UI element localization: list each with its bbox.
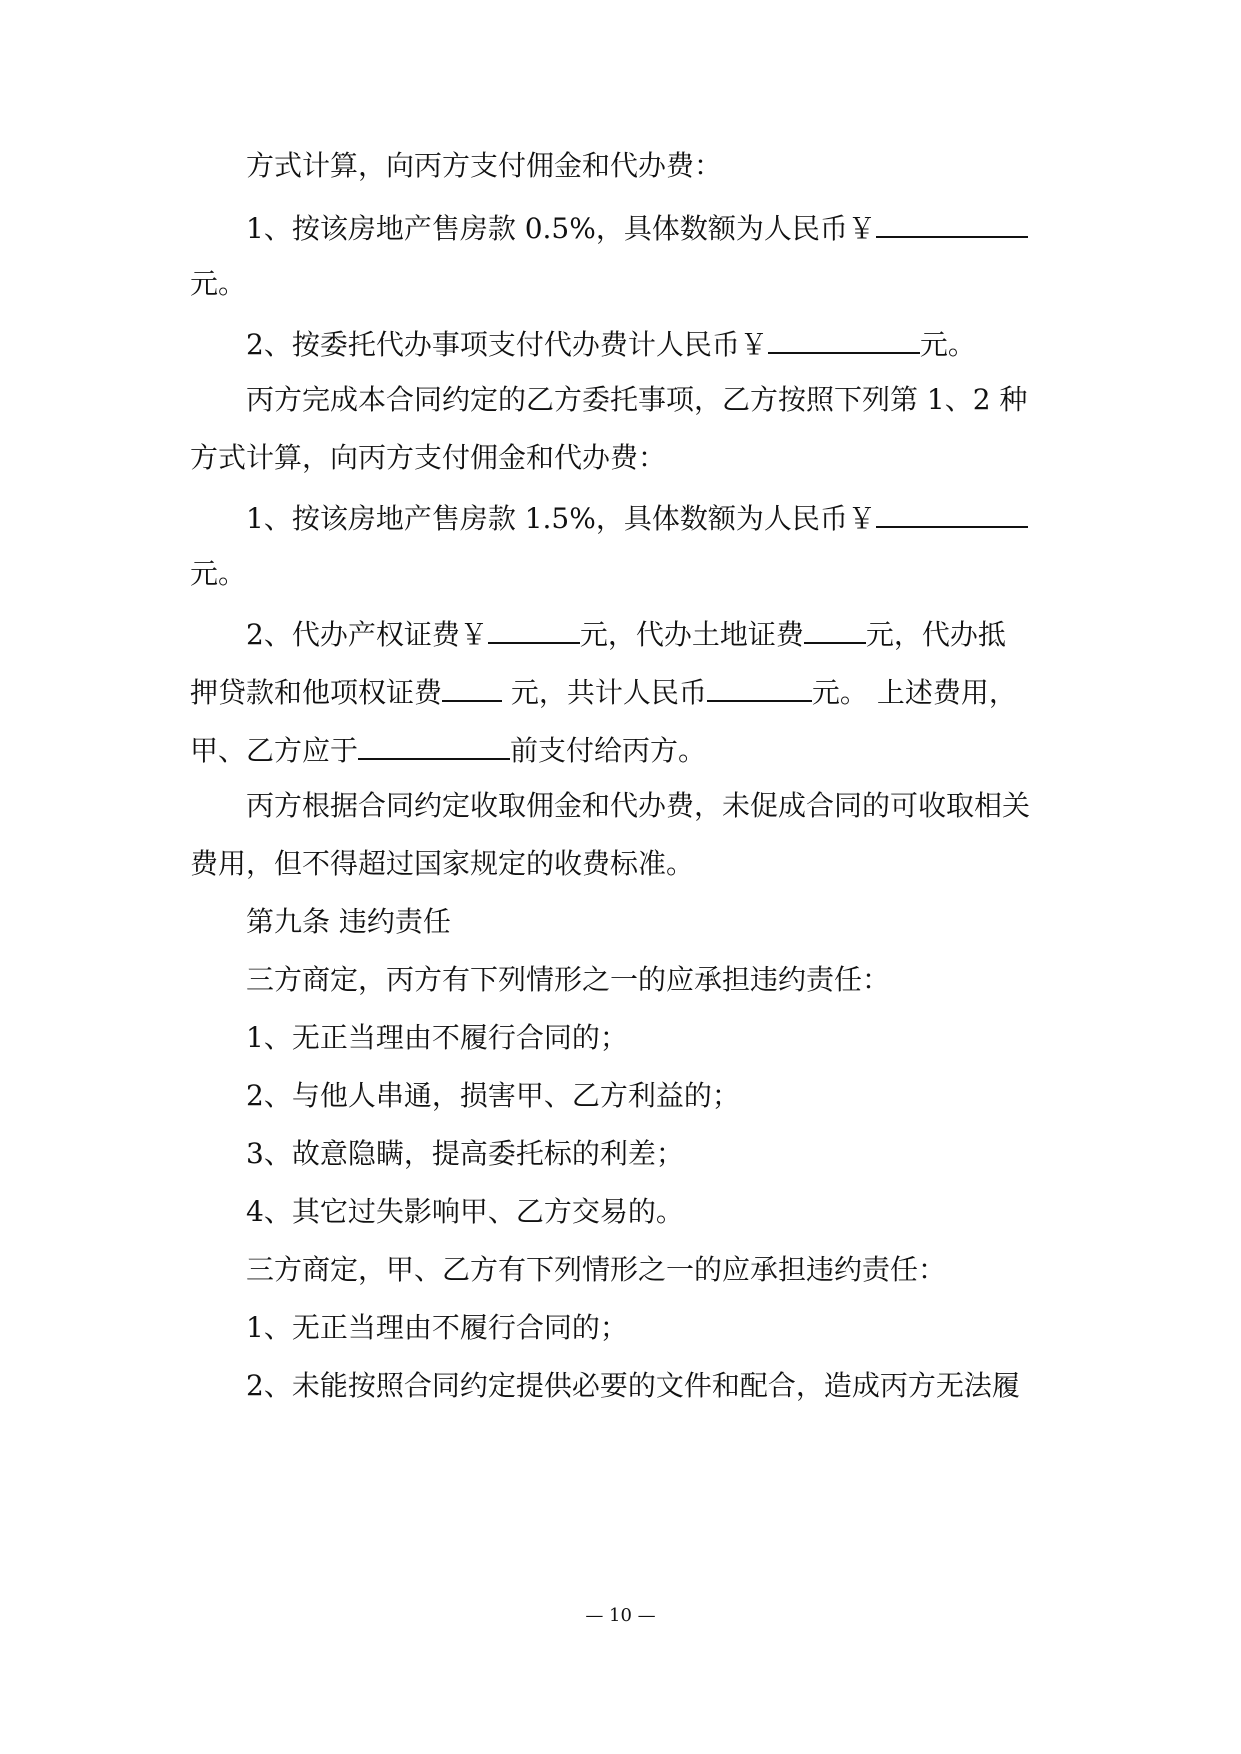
fill-blank [442, 672, 502, 702]
text: 费用，但不得超过国家规定的收费标准。 [190, 847, 695, 880]
text: 押贷款和他项权证费 [190, 676, 443, 709]
page-number: — 10 — [585, 1605, 656, 1626]
list-item [246, 1368, 1060, 1404]
text-line [190, 672, 1060, 711]
text: 4、其它过失影响甲、乙方交易的。 [246, 1195, 684, 1228]
text-line [190, 440, 1060, 476]
list-item [246, 1310, 1060, 1346]
text-line [190, 846, 1060, 882]
text-line [246, 498, 1060, 537]
text: 3、故意隐瞒，提高委托标的利差； [246, 1137, 684, 1170]
fill-blank [804, 614, 866, 644]
text: 2、按委托代办事项支付代办费计人民币￥ [246, 328, 768, 361]
text: 元。 [919, 328, 976, 361]
text-line [246, 324, 1060, 363]
text: 2、与他人串通，损害甲、乙方利益的； [246, 1079, 740, 1112]
list-item [246, 1020, 1060, 1056]
text: 三方商定，丙方有下列情形之一的应承担违约责任： [246, 963, 891, 996]
text: 1、按该房地产售房款 1.5%，具体数额为人民币￥ [246, 502, 876, 535]
text-line [190, 266, 1060, 302]
text: 元。 [190, 557, 247, 590]
text: 第九条 违约责任 [246, 905, 451, 938]
fill-blank [358, 730, 510, 760]
text-line [246, 962, 1060, 998]
text-line [246, 614, 1060, 653]
text-line [246, 208, 1060, 247]
text: 方式计算，向丙方支付佣金和代办费： [190, 441, 667, 474]
text: 三方商定，甲、乙方有下列情形之一的应承担违约责任： [246, 1253, 947, 1286]
text: 2、代办产权证费￥ [246, 618, 488, 651]
list-item [246, 1078, 1060, 1114]
text: 元。 上述费用， [811, 676, 1017, 709]
text: 方式计算，向丙方支付佣金和代办费： [246, 149, 723, 182]
text: 甲、乙方应于 [190, 734, 359, 767]
list-item [246, 1136, 1060, 1172]
list-item [246, 1194, 1060, 1230]
text-line [246, 148, 1060, 184]
text-line [190, 730, 1060, 769]
fill-blank [707, 672, 812, 702]
text: 2、未能按照合同约定提供必要的文件和配合，造成丙方无法履 [246, 1369, 1020, 1402]
text: 1、按该房地产售房款 0.5%，具体数额为人民币￥ [246, 212, 876, 245]
text-line [246, 382, 1060, 418]
fill-blank [876, 208, 1028, 238]
text: 前支付给丙方。 [510, 734, 707, 767]
text: 元，代办抵 [865, 618, 1006, 651]
fill-blank [876, 498, 1028, 528]
text: 丙方根据合同约定收取佣金和代办费，未促成合同的可收取相关 [246, 789, 1031, 822]
text-line [246, 1252, 1060, 1288]
text: 丙方完成本合同约定的乙方委托事项，乙方按照下列第 1、2 种 [246, 383, 1028, 416]
fill-blank [488, 614, 580, 644]
text: 元，代办土地证费 [579, 618, 804, 651]
text: 1、无正当理由不履行合同的； [246, 1311, 628, 1344]
section-heading [246, 904, 1060, 940]
text-line [190, 556, 1060, 592]
text-line [246, 788, 1060, 824]
text: 元，共计人民币 [502, 676, 707, 709]
text: 1、无正当理由不履行合同的； [246, 1021, 628, 1054]
fill-blank [768, 324, 920, 354]
text: 元。 [190, 267, 247, 300]
